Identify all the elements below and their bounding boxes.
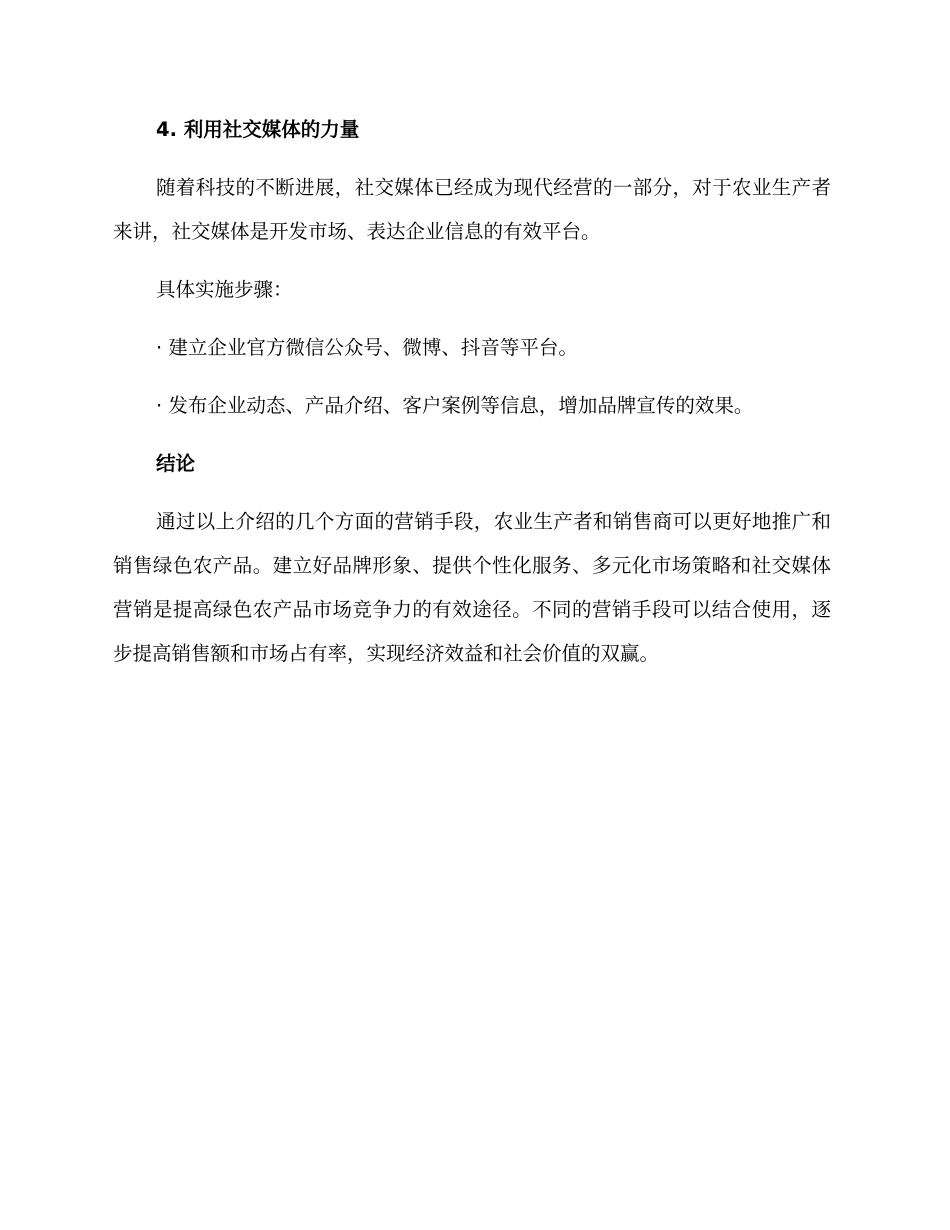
document-page <box>113 108 831 690</box>
conclusion-heading: 结论 <box>156 452 196 475</box>
steps-label: 具体实施步骤： <box>156 278 293 301</box>
conclusion-paragraph: 通过以上介绍的几个方面的营销手段，农业生产者和销售商可以更好地推广和销售绿色农产品。建立好品牌形象、提供个性化服务、多元化市场策略和社交媒体营销是提高绿色农产品市场竞争力的有效途径。不同的营销手段可以结合使用，逐步提高销售额和市场占有率，实现经济效益和社会价值的双赢。 <box>113 510 831 665</box>
bullet-item-2: · 发布企业动态、产品介绍、客户案例等信息，增加品牌宣传的效果。 <box>156 394 754 417</box>
bullet-item-1: · 建立企业官方微信公众号、微博、抖音等平台。 <box>156 336 578 359</box>
section-4-heading: 4. 利用社交媒体的力量 <box>156 118 360 141</box>
section-4-intro-paragraph: 随着科技的不断进展，社交媒体已经成为现代经营的一部分，对于农业生产者来讲，社交媒体是开发市场、表达企业信息的有效平台。 <box>113 176 831 243</box>
